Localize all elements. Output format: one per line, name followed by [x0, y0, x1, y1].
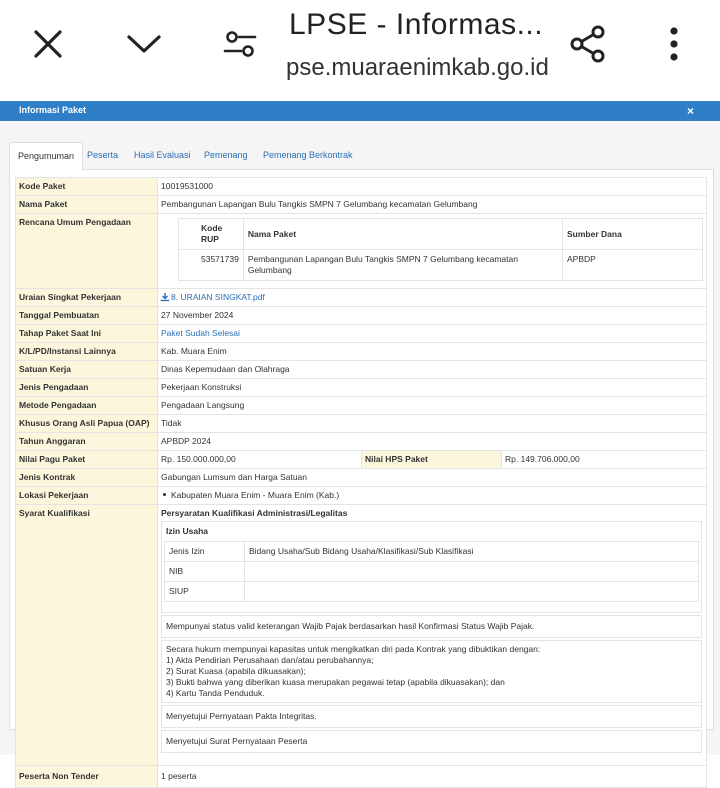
- field-value: APBDP 2024: [158, 433, 707, 451]
- table-cell: 53571739: [179, 250, 244, 281]
- field-value: [158, 289, 707, 307]
- field-label: Peserta Non Tender: [16, 766, 158, 788]
- field-value: [158, 214, 707, 289]
- table-row: [16, 469, 707, 487]
- site-settings-icon[interactable]: [220, 24, 260, 64]
- field-value: Tidak: [158, 415, 707, 433]
- table-cell: Pembangunan Lapangan Bulu Tangkis SMPN 7 Gelumbang kecamatan Gelumbang: [243, 250, 562, 281]
- field-label: Tanggal Pembuatan: [16, 307, 158, 325]
- field-label: Nilai Pagu Paket: [16, 451, 158, 469]
- field-value: Pembangunan Lapangan Bulu Tangkis SMPN 7 Gelumbang kecamatan Gelumbang: [158, 196, 707, 214]
- rup-table: [178, 218, 703, 281]
- table-cell: SIUP: [165, 582, 245, 602]
- field-label: Nama Paket: [16, 196, 158, 214]
- field-label: Nilai HPS Paket: [362, 451, 502, 469]
- hukum-line: Secara hukum mempunyai kapasitas untuk mengikatkan diri pada Kontrak yang dibuktikan dengan:: [166, 644, 541, 654]
- field-label: Uraian Singkat Pekerjaan: [16, 289, 158, 307]
- table-cell: APBDP: [563, 250, 703, 281]
- field-value: Kab. Muara Enim: [158, 343, 707, 361]
- table-row: [16, 325, 707, 343]
- field-value: Pengadaan Langsung: [158, 397, 707, 415]
- tab-pengumuman[interactable]: Pengumuman: [9, 142, 83, 171]
- paket-info-table: [15, 177, 707, 788]
- more-options-icon[interactable]: [654, 22, 694, 66]
- table-row: [16, 361, 707, 379]
- field-label: Kode Paket: [16, 178, 158, 196]
- column-header: Kode RUP: [179, 219, 244, 250]
- page-title: LPSE - Informas...: [289, 8, 544, 41]
- table-cell: [245, 582, 699, 602]
- field-label: Satuan Kerja: [16, 361, 158, 379]
- syarat-heading: Persyaratan Kualifikasi Administrasi/Legalitas: [161, 508, 348, 518]
- field-value: Rp. 149.706.000,00: [502, 451, 707, 469]
- table-row: [16, 451, 707, 469]
- column-header: Jenis Izin: [165, 542, 245, 562]
- chevron-down-icon[interactable]: [124, 24, 164, 64]
- field-value: 1 peserta: [158, 766, 707, 788]
- table-row: [16, 397, 707, 415]
- hukum-box: [161, 640, 702, 703]
- hukum-line: 3) Bukti bahwa yang diberikan kuasa merupakan pegawai tetap (apabila dikuasakan); dan: [166, 677, 505, 687]
- pakta-box: Menyetujui Pernyataan Pakta Integritas.: [161, 705, 702, 728]
- column-header: Nama Paket: [243, 219, 562, 250]
- table-row: [16, 343, 707, 361]
- izin-usaha-box: [161, 521, 702, 613]
- url-bar[interactable]: pse.muaraenimkab.go.id: [286, 54, 549, 81]
- close-icon[interactable]: [28, 24, 68, 64]
- field-value: [158, 505, 707, 766]
- table-row: [16, 178, 707, 196]
- table-row: [16, 505, 707, 766]
- tab-pemenang[interactable]: Pemenang: [204, 150, 248, 160]
- field-value: 27 November 2024: [158, 307, 707, 325]
- uraian-link-label: 8. URAIAN SINGKAT.pdf: [171, 292, 265, 302]
- hukum-line: 2) Surat Kuasa (apabila dikuasakan);: [166, 666, 306, 676]
- browser-toolbar: [0, 0, 720, 100]
- table-row: [16, 487, 707, 505]
- izin-usaha-title: Izin Usaha: [166, 526, 209, 536]
- share-icon[interactable]: [566, 22, 610, 66]
- column-header: Sumber Dana: [563, 219, 703, 250]
- field-label: Tahap Paket Saat Ini: [16, 325, 158, 343]
- surat-box: Menyetujui Surat Pernyataan Peserta: [161, 730, 702, 753]
- table-row: [16, 415, 707, 433]
- table-cell: [245, 562, 699, 582]
- field-value: Rp. 150.000.000,00: [158, 451, 362, 469]
- column-header: Bidang Usaha/Sub Bidang Usaha/Klasifikasi/Sub Klasifikasi: [245, 542, 699, 562]
- tab-bar: [9, 142, 714, 170]
- table-row: [16, 766, 707, 788]
- field-label: Jenis Kontrak: [16, 469, 158, 487]
- bullet: [163, 493, 166, 496]
- hukum-line: 4) Kartu Tanda Penduduk.: [166, 688, 265, 698]
- pajak-box: Mempunyai status valid keterangan Wajib Pajak berdasarkan hasil Konfirmasi Status Wajib Pajak.: [161, 615, 702, 638]
- table-row: [16, 214, 707, 289]
- field-label: Jenis Pengadaan: [16, 379, 158, 397]
- table-row: [16, 307, 707, 325]
- modal-header: [0, 101, 720, 121]
- field-label: Metode Pengadaan: [16, 397, 158, 415]
- field-value: Pekerjaan Konstruksi: [158, 379, 707, 397]
- field-value: Gabungan Lumsum dan Harga Satuan: [158, 469, 707, 487]
- table-row: [16, 379, 707, 397]
- hukum-line: 1) Akta Pendirian Perusahaan dan/atau perubahannya;: [166, 655, 374, 665]
- tahap-link[interactable]: Paket Sudah Selesai: [161, 328, 240, 338]
- field-label: Tahun Anggaran: [16, 433, 158, 451]
- field-value: [158, 487, 707, 505]
- modal-close-icon[interactable]: ×: [686, 104, 694, 118]
- field-value: Dinas Kepemudaan dan Olahraga: [158, 361, 707, 379]
- field-label: K/L/PD/Instansi Lainnya: [16, 343, 158, 361]
- field-label: Khusus Orang Asli Papua (OAP): [16, 415, 158, 433]
- table-row: [16, 196, 707, 214]
- table-row: [16, 433, 707, 451]
- tab-peserta[interactable]: Peserta: [87, 150, 119, 160]
- field-label: Syarat Kualifikasi: [16, 505, 158, 766]
- content-panel: [9, 170, 714, 781]
- field-label: Lokasi Pekerjaan: [16, 487, 158, 505]
- table-cell: NIB: [165, 562, 245, 582]
- field-value: 10019531000: [158, 178, 707, 196]
- download-icon: [161, 293, 169, 301]
- modal-title: Informasi Paket: [19, 105, 87, 115]
- table-row: [16, 289, 707, 307]
- tab-hasil-evaluasi[interactable]: Hasil Evaluasi: [134, 150, 191, 160]
- tab-pemenang-berkontrak[interactable]: Pemenang Berkontrak: [263, 150, 353, 160]
- izin-table: [164, 541, 699, 602]
- lokasi-item: Kabupaten Muara Enim - Muara Enim (Kab.): [171, 490, 340, 500]
- field-label: Rencana Umum Pengadaan: [16, 214, 158, 289]
- uraian-download-link[interactable]: [161, 292, 265, 302]
- field-value: [158, 325, 707, 343]
